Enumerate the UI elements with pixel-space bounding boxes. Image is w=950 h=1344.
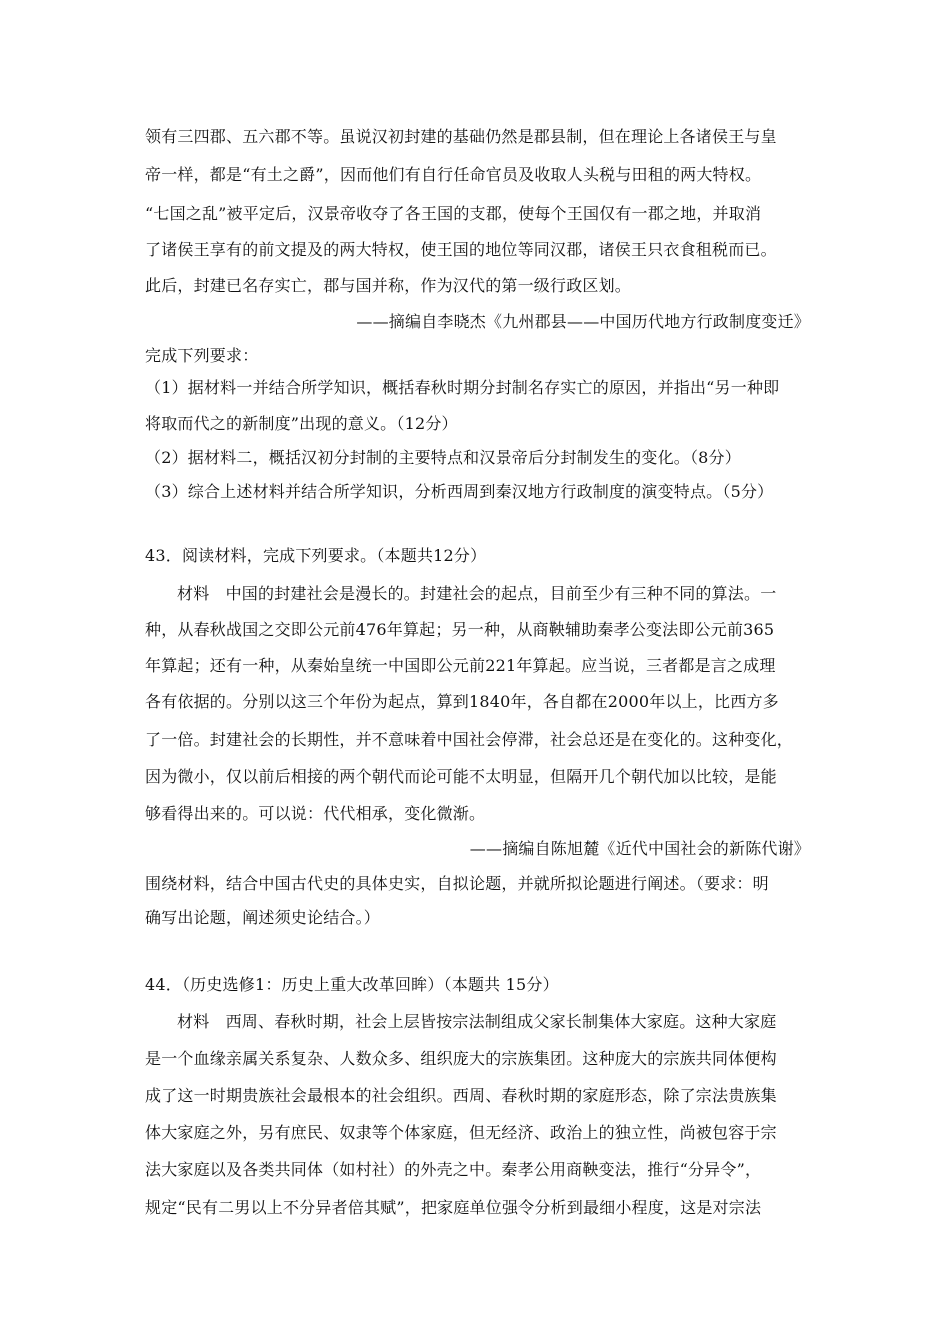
q43-task-line-2: 确写出论题，阐述须史论结合。） [145, 908, 381, 927]
q44-material-line-4: 体大家庭之外，另有庶民、奴隶等个体家庭，但无经济、政治上的独立性，尚被包容于宗 [145, 1123, 777, 1142]
q43-material-line-6: 因为微小，仅以前后相接的两个朝代而论可能不太明显，但隔开几个朝代加以比较，是能 [145, 767, 777, 786]
material2-line-1: 领有三四郡、五六郡不等。虽说汉初封建的基础仍然是郡县制，但在理论上各诸侯王与皇 [145, 127, 777, 146]
material2-source: ——摘编自李晓杰《九州郡县——中国历代地方行政制度变迁》 [356, 312, 810, 331]
material2-line-5: 此后，封建已名存实亡，郡与国并称，作为汉代的第一级行政区划。 [145, 276, 632, 295]
q44-material-line-5: 法大家庭以及各类共同体（如村社）的外壳之中。秦孝公用商鞅变法，推行“分异令”， [145, 1160, 762, 1179]
q42-subquestion-1-line-1: （1）据材料一并结合所学知识，概括春秋时期分封制名存实亡的原因，并指出“另一种即 [145, 378, 780, 397]
q43-material-line-3: 年算起；还有一种，从秦始皇统一中国即公元前221年算起。应当说，三者都是言之成理 [145, 656, 776, 675]
q43-task-line-1: 围绕材料，结合中国古代史的具体史实，自拟论题，并就所拟论题进行阐述。（要求：明 [145, 874, 769, 893]
q43-material-line-7: 够看得出来的。可以说：代代相承，变化微渐。 [145, 804, 486, 823]
q44-material-line-3: 成了这一时期贵族社会最根本的社会组织。西周、春秋时期的家庭形态，除了宗法贵族集 [145, 1086, 777, 1105]
material2-line-2: 帝一样，都是“有土之爵”，因而他们有自行任命官员及收取人头税与田租的两大特权。 [145, 165, 762, 184]
q43-source: ——摘编自陈旭麓《近代中国社会的新陈代谢》 [469, 839, 810, 858]
q42-subquestion-3: （3）综合上述材料并结合所学知识，分析西周到秦汉地方行政制度的演变特点。（5分） [145, 482, 774, 501]
q42-subquestion-1-line-2: 将取而代之的新制度”出现的意义。（12分） [145, 414, 458, 433]
q43-material-line-5: 了一倍。封建社会的长期性，并不意味着中国社会停滞，社会总还是在变化的。这种变化， [145, 730, 794, 749]
q44-material-line-6: 规定“民有二男以上不分异者倍其赋”，把家庭单位强令分析到最细小程度，这是对宗法 [145, 1198, 762, 1217]
q42-subquestion-2: （2）据材料二，概括汉初分封制的主要特点和汉景帝后分封制发生的变化。（8分） [145, 448, 741, 467]
q43-material-line-4: 各有依据的。分别以这三个年份为起点，算到1840年，各自都在2000年以上，比西方多 [145, 692, 779, 711]
q43-material-line-2: 种，从春秋战国之交即公元前476年算起；另一种，从商鞅辅助秦孝公变法即公元前365 [145, 620, 775, 639]
q43-material-line-1: 材料 中国的封建社会是漫长的。封建社会的起点，目前至少有三种不同的算法。一 [177, 584, 777, 603]
q44-material-line-2: 是一个血缘亲属关系复杂、人数众多、组织庞大的宗族集团。这种庞大的宗族共同体便构 [145, 1049, 777, 1068]
q42-instruction: 完成下列要求： [145, 346, 259, 365]
material2-line-3: “七国之乱”被平定后，汉景帝收夺了各王国的支郡，使每个王国仅有一郡之地，并取消 [145, 204, 762, 223]
material2-line-4: 了诸侯王享有的前文提及的两大特权，使王国的地位等同汉郡，诸侯王只衣食租税而已。 [145, 240, 777, 259]
q43-heading: 43．阅读材料，完成下列要求。（本题共12分） [145, 546, 487, 565]
q44-material-line-1: 材料 西周、春秋时期，社会上层皆按宗法制组成父家长制集体大家庭。这种大家庭 [177, 1012, 777, 1031]
q44-heading: 44．（历史选修1：历史上重大改革回眸）（本题共 15分） [145, 975, 559, 994]
